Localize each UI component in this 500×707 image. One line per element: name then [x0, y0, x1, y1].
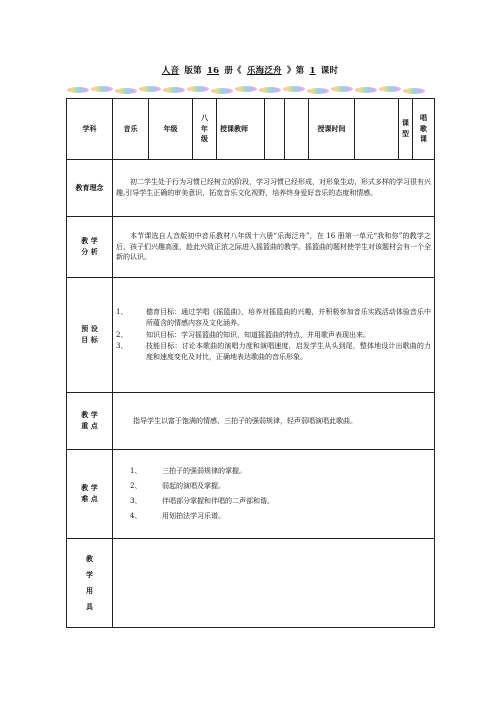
analysis-text: 本节课选自人音版初中音乐教材八年级十六册“乐海泛舟”，在 16 册第一单元“我和你”的教学之后，孩子们兴趣高涨，趁此兴致正浓之际进入摇篮曲的教学。摇篮曲的题材使学生对该题材会有一个全新的认识。 [113, 217, 435, 278]
title-volume: 16 [206, 66, 220, 76]
teacher-value [265, 99, 285, 160]
lesson-title [0, 64, 500, 76]
difficulty-item: 3、 伴唱部分掌握和伴唱的二声部和谐。 [130, 497, 274, 505]
goals-list [113, 278, 435, 393]
title-close: 》第 [286, 66, 305, 76]
subject-value: 音乐 [113, 99, 149, 160]
goal-item: 1、 德育目标：通过学唱《摇篮曲》，培养对摇篮曲的兴趣，并积极参加音乐实践活动体验音乐中所蕴含的情感内容及文化涵养。 [116, 307, 431, 327]
tools-label: 教 学 用 具 [67, 539, 113, 628]
analysis-row [67, 217, 435, 278]
blank-cell [285, 99, 309, 160]
grade-value: 八 年 级 [193, 99, 217, 160]
difficulty-list [113, 450, 435, 539]
title-edition: 版第 [184, 66, 202, 76]
tools-text [113, 539, 435, 628]
time-value [355, 99, 399, 160]
focus-text: 指导学生以富于饱满的情感、三拍子的强弱规律，轻声弱唱演唱此歌曲。 [113, 393, 435, 450]
title-volume-suffix: 册《 [224, 66, 242, 76]
goals-row [67, 278, 435, 393]
teacher-label: 授课教师 [217, 99, 265, 160]
decorative-wave-divider [66, 84, 434, 96]
title-lesson-number: 1 [309, 66, 316, 76]
goals-label: 预 设 目 标 [67, 278, 113, 393]
difficulty-item: 1、 三拍子的强弱规律的掌握。 [130, 467, 246, 476]
philosophy-row [67, 160, 435, 217]
type-label: 课型 [399, 99, 413, 160]
difficulty-label: 教 学 难 点 [67, 450, 113, 539]
grade-label: 年级 [149, 99, 193, 160]
type-value: 唱 歌 课 [413, 99, 435, 160]
header-row [67, 99, 435, 160]
difficulty-row [67, 450, 435, 539]
philosophy-text: 初二学生处于行为习惯已经树立的阶段，学习习惯已经形成，对形象生动、形式多样的学习很有兴趣,引导学生正确的审美意识，拓宽音乐文化视野，培养终身爱好音乐的态度和情感。 [113, 160, 435, 217]
subject-label: 学科 [67, 99, 113, 160]
lesson-plan-table [66, 98, 435, 628]
difficulty-item: 4、 用划拍法学习乐谱。 [130, 511, 225, 520]
focus-row [67, 393, 435, 450]
focus-label: 教 学 重 点 [67, 393, 113, 450]
title-publisher: 人音 [161, 66, 180, 76]
analysis-label: 教 学 分 析 [67, 217, 113, 278]
tools-row [67, 539, 435, 628]
title-lesson-suffix: 课时 [320, 66, 339, 76]
difficulty-item: 2、 弱起的演唱及掌握。 [130, 482, 225, 491]
time-label: 授课时间 [309, 99, 355, 160]
goal-item: 3、 技能目标：讨论本歌曲的演唱力度和演唱速度，启发学生从头到尾，整体地设计出歌曲的力度和速度变化及对比，正确地表达歌曲的音乐形象。 [116, 342, 431, 362]
philosophy-label: 教育理念 [67, 160, 113, 217]
goal-item: 2、 知识目标：学习摇篮曲的知识，知道摇篮曲的特点，并用歌声表现出来。 [116, 330, 370, 339]
title-song: 乐海泛舟 [246, 66, 282, 76]
